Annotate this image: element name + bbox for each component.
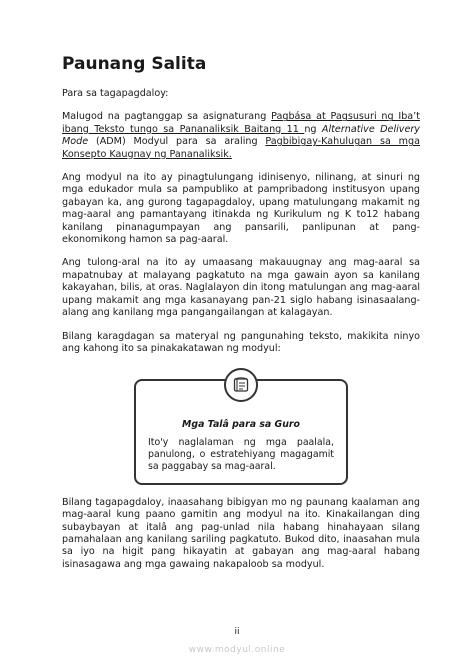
lesson-topic: Pagbibigay-Kahulugan sa mga Konsepto Kaugnay ng Pananaliksik. bbox=[62, 136, 420, 160]
watermark: www.modyul.online bbox=[188, 645, 286, 655]
greeting: Para sa tagapagdaloy: bbox=[62, 88, 169, 99]
teacher-notes-title: Mga Talâ para sa Guro bbox=[182, 419, 300, 431]
page-number: ii bbox=[234, 627, 240, 637]
paragraph-box-intro: Bilang karagdagan sa materyal ng pangunahing teksto, makikita ninyo ang kahong ito sa pinakakatawan ng modyul: bbox=[62, 330, 420, 354]
paragraph-learning-aid: Ang tulong-aral na ito ay umaasang makauugnay ang mag-aaral sa mapatnubay at malayang pagkatuto na mga gawain ayon sa kanilang kakayahan, bilis, at oras. Naglalayon din itong matulungan ang mag-aaral upang makamit ang mga kasanayang pan-21 siglo habang isinasaalang-alang ang kanilang mga pangangailangan at kalagayan. bbox=[62, 257, 420, 319]
subject-title: Pagbása at Pagsusuri ng Iba’t ibang Teksto tungo sa Pananaliksik Baitang 11 bbox=[62, 111, 420, 135]
document-page bbox=[62, 54, 420, 582]
intro-text-c: (ADM) Modyul para sa araling bbox=[88, 136, 266, 148]
paragraph-module-design: Ang modyul na ito ay pinagtulungang idinisenyo, nilinang, at sinuri ng mga edukador mula sa pampubliko at pampribadong institusyon upang gabayan ka, ang gurong tagapagdaloy, upang matulungang makamit ng mag-aaral ang pamantayang itinakda ng Kurikulum ng K to12 habang kanilang pinanagumpayan ang pansarili, panlipunan at pang-ekonomikong hamon sa pag-aaral. bbox=[62, 172, 420, 246]
adm-term: Alternative Delivery Mode bbox=[62, 123, 420, 148]
notebook-icon bbox=[224, 368, 258, 402]
paragraph-facilitator: Bilang tagapagdaloy, inaasahang bibigyan mo ng paunang kaalaman ang mag-aaral kung paano gamitin ang modyul na ito. Kinakailangan ding subaybayan at italâ ang pag-unlad nila habang hinahayaan silang pamahalaan ang kanilang sariling pagkatuto. Bukod dito, inaasahan mula sa iyo na higit pang hikayatin at gabayan ang mag-aaral habang isinasagawa ang mga gawaing nakapaloob sa modyul. bbox=[62, 496, 420, 570]
intro-text-a: Malugod na pagtanggap sa asignaturang bbox=[62, 111, 272, 123]
intro-paragraph bbox=[62, 111, 420, 161]
teacher-notes-box bbox=[134, 379, 348, 484]
page-title: Paunang Salita bbox=[62, 54, 207, 74]
intro-text-b: ng bbox=[304, 123, 322, 135]
teacher-notes-body: Ito'y naglalaman ng mga paalala, panulong, o estratehiyang magagamit sa paggabay sa mag-aaral. bbox=[148, 436, 334, 472]
